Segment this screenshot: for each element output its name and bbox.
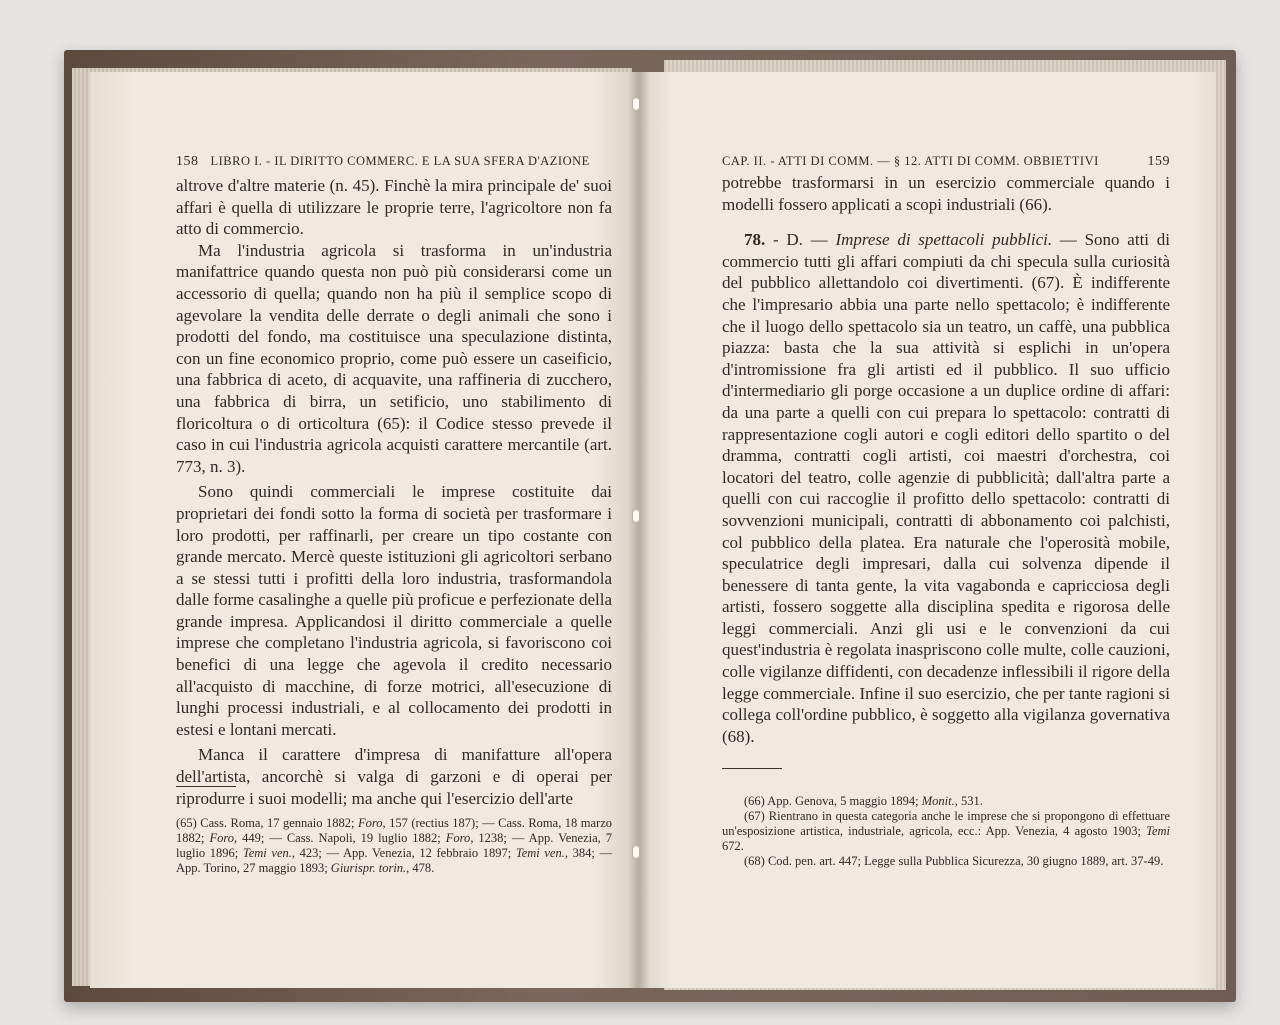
left-footnote-rule xyxy=(176,786,236,787)
left-page xyxy=(90,72,638,988)
footnote-65-part: (65) Cass. Roma, 17 gennaio 1882; xyxy=(176,816,358,830)
footnote-65-part: , 478. xyxy=(406,861,435,875)
book-gutter xyxy=(628,72,650,988)
binding-stitch xyxy=(633,846,639,858)
footnote-65-part: , 1238; — App. Venezia, 7 luglio 1896; xyxy=(176,831,612,860)
footnote-65-italic: Temi ven. xyxy=(242,846,292,860)
left-page-body xyxy=(176,175,612,809)
footnote-65-part: , 384; — App. Torino, 27 maggio 1893; xyxy=(176,846,612,875)
footnote-67-italic: Temi xyxy=(1146,824,1170,838)
footnote-66-part: (66) App. Genova, 5 maggio 1894; xyxy=(744,794,922,808)
left-paragraph-1: altrove d'altre materie (n. 45). Finchè la mira principale de' suoi affari è quella di utilizzare le proprie terre, l'agricoltore non fa atto di commercio. xyxy=(176,176,612,239)
left-footnotes xyxy=(176,816,612,876)
left-paragraph-3: Sono quindi commerciali le imprese costituite dai proprietari dei fondi sotto la forma di società per trasformare i loro prodotti, per raffinarli, per creare un tipo costante con grande mercato. Mercè queste istituzioni gli agricoltori serbano a se stessi tutti i profitti della loro industria, trasformandola dalle forme casalinghe a quelle più proficue e perfezionate della grande impresa. Applicandosi il diritto commerciale a quelle imprese che completano l'industria agricola, si favoriscono coi benefici di una legge che agevola il credito necessario all'acquisto di macchine, di forze motrici, all'esecuzione di lunghi processi industriali, e al collocamento dei prodotti in estesi e lontani mercati. xyxy=(176,482,612,739)
section-number: 78. xyxy=(744,230,766,250)
section-title: Imprese di spettacoli pubblici. xyxy=(835,230,1053,250)
footnote-65-part: , 449; — Cass. Napoli, 19 luglio 1882; xyxy=(234,831,446,845)
footnote-67-part: 672. xyxy=(722,839,744,853)
footnote-67 xyxy=(722,809,1170,854)
footnote-65-part: , 423; — App. Venezia, 12 febbraio 1897; xyxy=(291,846,516,860)
footnote-67-part: (67) Rientrano in questa categoria anche le imprese che si propongono di effettuare un'esposizione artistica, industriale, agricola, ecc.: App. Venezia, 4 agosto 1903; xyxy=(722,809,1170,838)
right-page-body xyxy=(722,172,1170,747)
right-footnote-rule xyxy=(722,768,782,769)
right-paragraph-1: potrebbe trasformarsi in un esercizio commerciale quando i modelli fossero applicati a scopi industriali (66). xyxy=(722,173,1170,214)
binding-stitch xyxy=(633,510,639,522)
right-footnotes xyxy=(722,794,1170,869)
section-letter: - D. — xyxy=(765,230,836,250)
section-78 xyxy=(722,229,1170,747)
left-page-number: 158 xyxy=(176,154,199,169)
footnote-66-part: , 531. xyxy=(954,794,983,808)
footnote-65-italic: Foro xyxy=(445,831,471,845)
left-paragraph-4: Manca il carattere d'impresa di manifatture all'opera dell'artista, ancorchè si valga di garzoni e di operai per riprodurre i suoi modelli; ma anche qui l'esercizio dell'arte xyxy=(176,745,612,808)
binding-stitch xyxy=(633,98,639,110)
right-page xyxy=(638,72,1216,988)
right-running-head-text: CAP. II. - ATTI DI COMM. — § 12. ATTI DI COMM. OBBIETTIVI xyxy=(722,154,1099,168)
footnote-65-italic: Giurispr. torin. xyxy=(330,861,407,875)
footnote-65-italic: Foro xyxy=(357,816,383,830)
footnote-65-italic: Temi ven. xyxy=(515,846,565,860)
right-page-number: 159 xyxy=(1147,154,1170,169)
footnote-66 xyxy=(722,794,1170,809)
footnote-65 xyxy=(176,816,612,876)
footnote-66-italic: Monit. xyxy=(921,794,955,808)
right-running-head xyxy=(722,154,1170,170)
footnote-68: (68) Cod. pen. art. 447; Legge sulla Pubblica Sicurezza, 30 giugno 1889, art. 37-49. xyxy=(744,854,1164,868)
open-book xyxy=(64,50,1236,1002)
footnote-65-part: , 157 (rectius 187); — Cass. Roma, 18 marzo 1882; xyxy=(176,816,613,845)
section-text: — Sono atti di commercio tutti gli affari compiuti da chi specula sulla curiosità del pubblico allettandolo coi divertimenti. (67). È indifferente che l'impresario abbia una parte nello spettacolo; è indifferente che il luogo dello spettacolo sia un teatro, un caffè, una pubblica piazza: basta che la sua attività si esplichi in un'opera d'intromissione fra gli artisti ed il pubblico. Il suo ufficio d'intermediario gli porge occasione a un duplice ordine di affari: da una parte a quelli con cui prepara lo spettacolo: contratti di rappresentazione cogli autori e cogli editori dello spartito o del dramma, contratti cogli artisti, coi maestri d'orchestra, coi locatori del teatro, colle agenzie di pubblicità; dall'altra parte a quelli con cui raccoglie il profitto dello spettacolo: contratti di sovvenzioni municipali, contratti di abbonamento coi palchisti, col pubblico della platea. Era naturale che l'operosità mobile, speculatrice degli impresari, dalla cui solvenza dipende il benessere di tanta gente, la vita vagabonda e capricciosa degli artisti, fossero soggette alla disciplina spedita e rigorosa delle leggi commerciali. Anzi gli usi e le convenzioni da cui quest'industria è regolata inaspriscono colle multe, colle cauzioni, colle vigilanze diffidenti, con decadenze inflessibili il rigore della legge commerciale. Infine il suo esercizio, che per tante ragioni si collega coll'ordine pubblico, è soggetto alla vigilanza governativa (68). xyxy=(722,230,1170,746)
left-running-head-text: LIBRO I. - IL DIRITTO COMMERC. E LA SUA SFERA D'AZIONE xyxy=(210,154,590,168)
left-running-head xyxy=(176,154,608,170)
left-paragraph-2: Ma l'industria agricola si trasforma in un'industria manifattrice quando questa non può più considerarsi come un accessorio di quella; quando non ha più il semplice scopo di agevolare la vendita delle derrate o degli animali che sono i prodotti del fondo, ma costituisce una speculazione distinta, con un fine economico proprio, come può essere un caseificio, una fabbrica di aceto, di acquavite, una raffineria di zucchero, una fabbrica di birra, un setificio, uno stabilimento di floricoltura o di orticoltura (65): il Codice stesso prevede il caso in cui l'industria agricola acquisti carattere mercantile (art. 773, n. 3). xyxy=(176,240,612,476)
footnote-65-italic: Foro xyxy=(209,831,235,845)
